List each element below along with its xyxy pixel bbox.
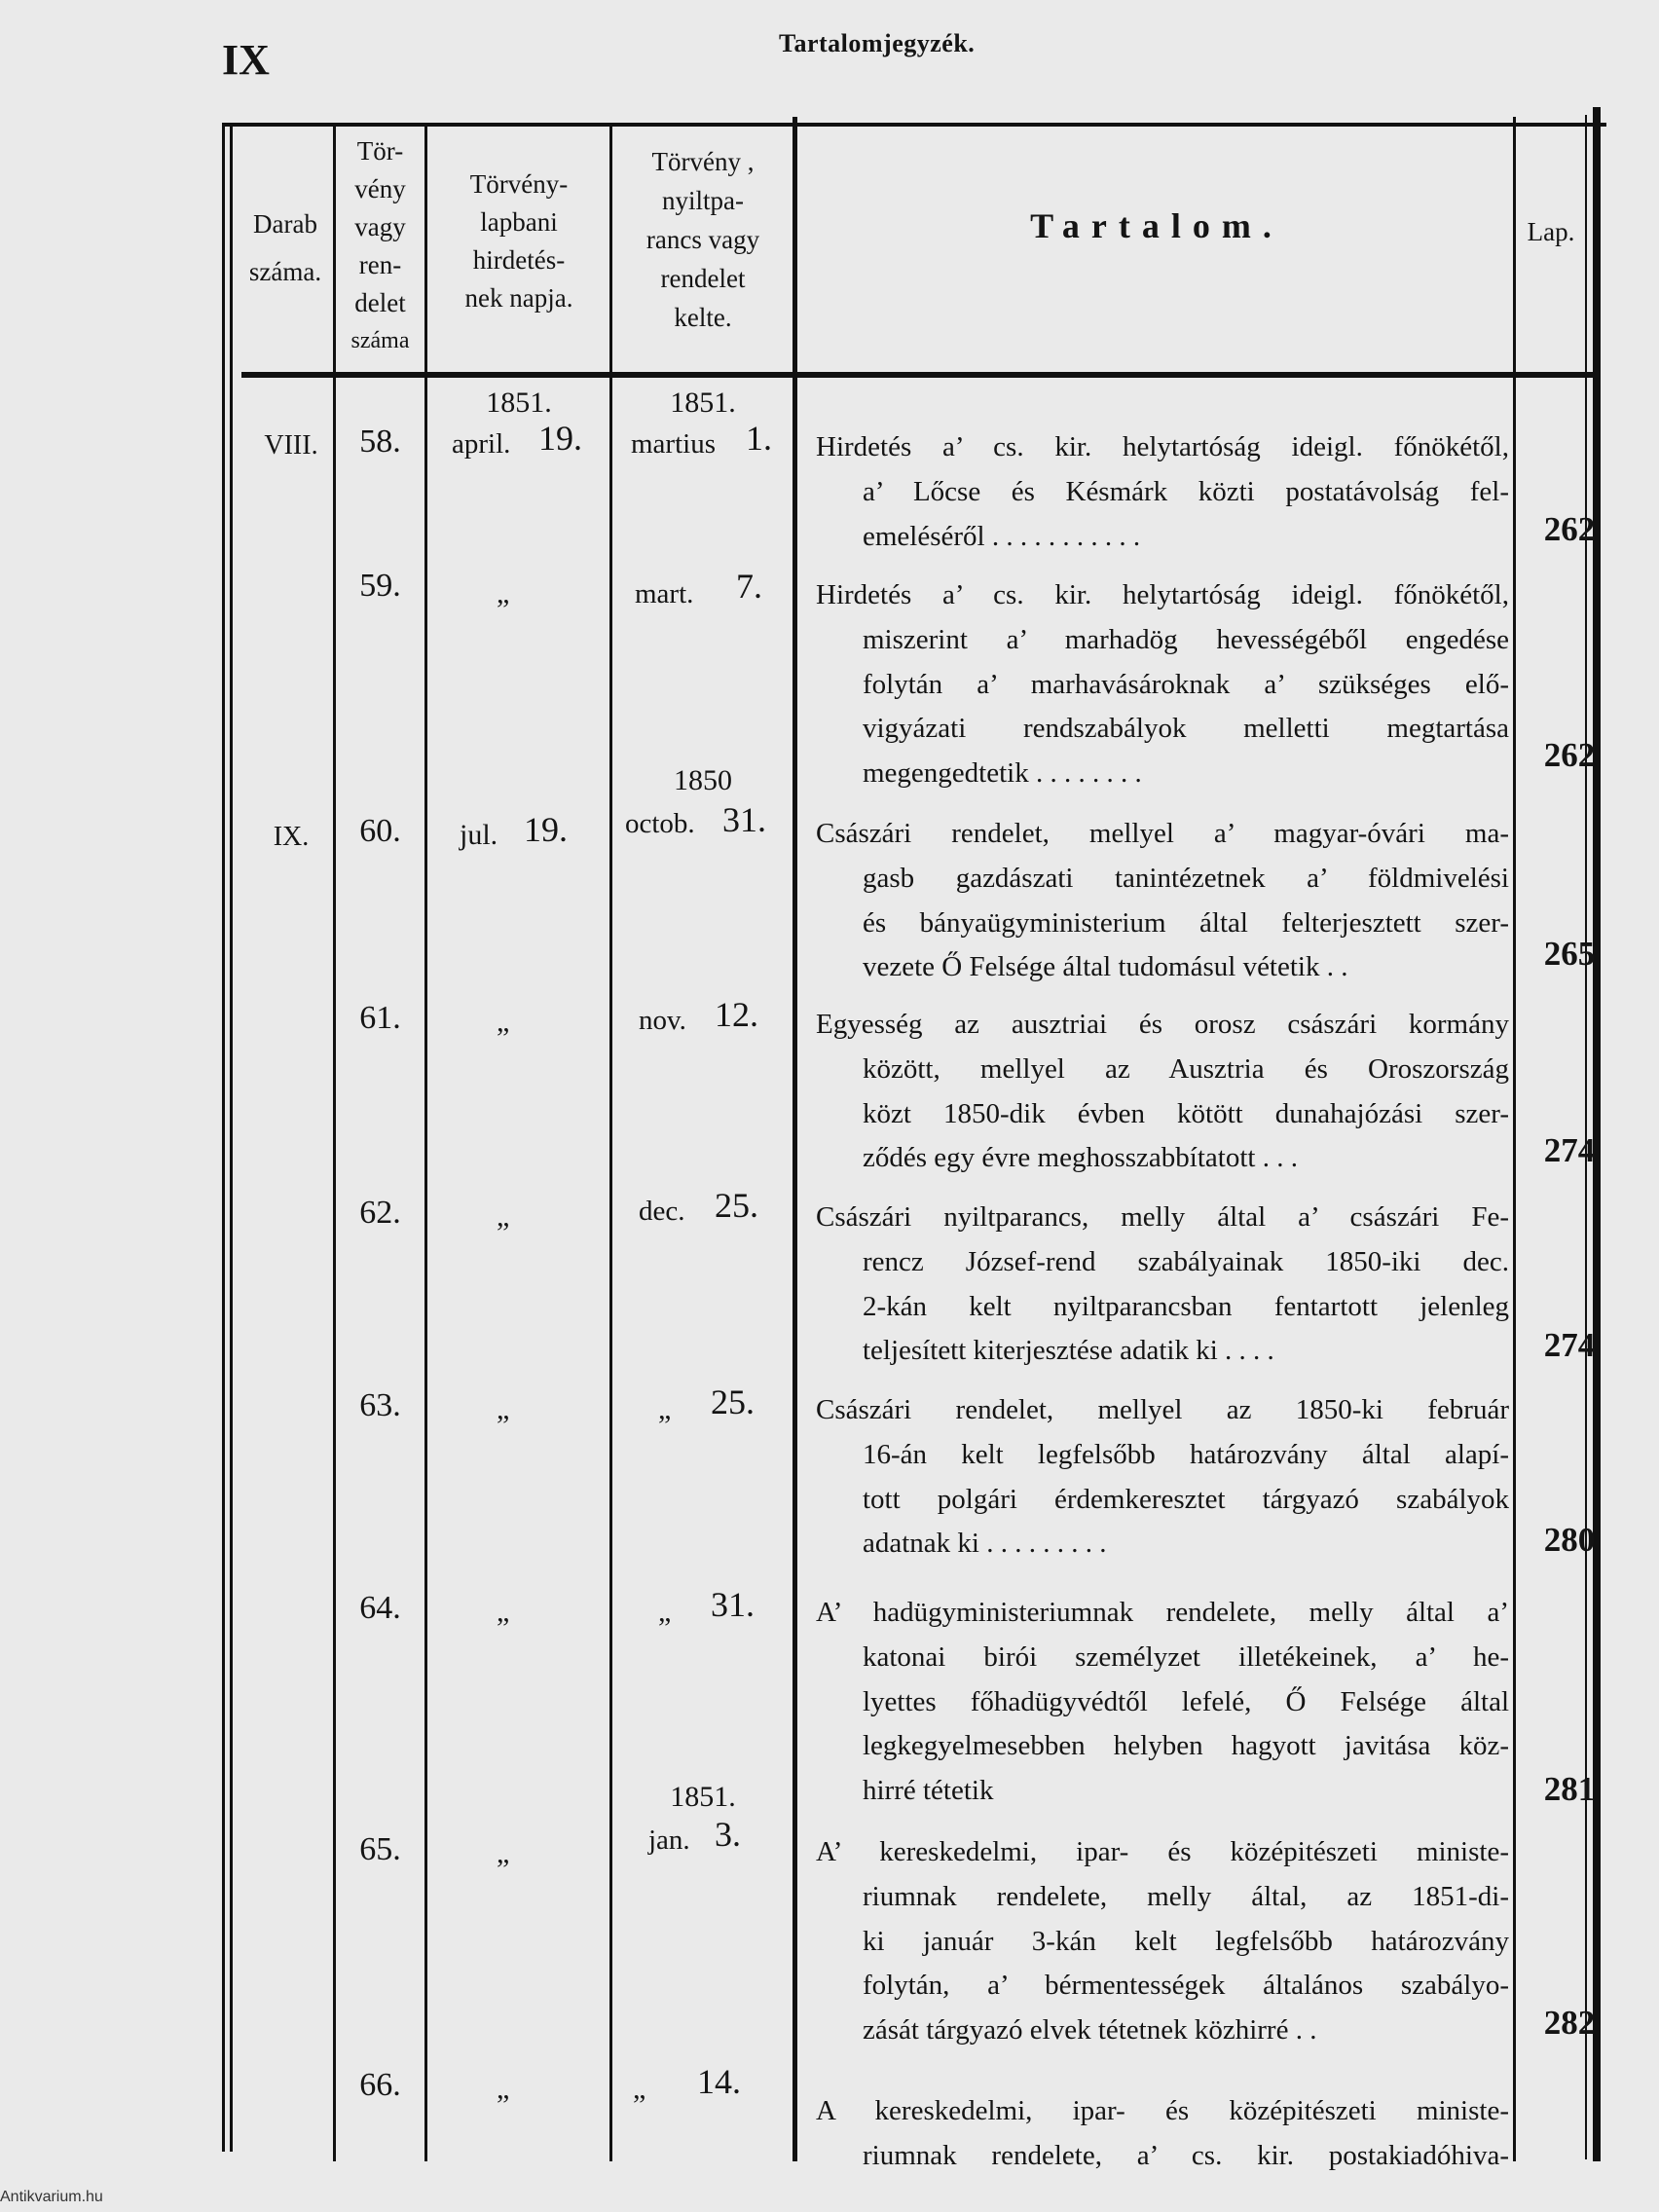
row-kelte-year: 1850: [674, 764, 732, 796]
row-darab: IX.: [273, 822, 310, 852]
header-hirdetes: [428, 166, 609, 317]
content-line: Hirdetés a’ cs. kir. helytartóság ideigl. főnökétől,: [816, 579, 1509, 610]
content-line: vezete Ő Felsége által tudomásul vétetik . .: [863, 951, 1348, 983]
content-line: tott polgári érdemkeresztet tárgyazó szabályok: [863, 1483, 1509, 1515]
header-darab-line: száma.: [248, 257, 322, 286]
row-lap: 262: [1543, 736, 1596, 774]
row-kelte-year: 1851.: [670, 387, 736, 419]
content-line: riumnak rendelete, melly által, az 1851-di-: [863, 1880, 1509, 1912]
row-lap: 281: [1543, 1770, 1596, 1808]
content-line: gasb gazdászati tanintézetnek a’ földmivelési: [863, 862, 1509, 894]
row-szam: 61.: [359, 1000, 401, 1036]
content-line: adatnak ki . . . . . . . . .: [863, 1528, 1107, 1560]
content-line: folytán, a’ bérmentességek általános szabályo-: [863, 1970, 1509, 2002]
content-line: teljesített kiterjesztése adatik ki . . . .: [863, 1335, 1274, 1367]
content-line: miszerint a’ marhadög hevességéből engedése: [863, 623, 1509, 655]
header-tartalom: Tartalom.: [1030, 206, 1283, 245]
row-hird-day: 19.: [538, 419, 582, 458]
content-line: Császári rendelet, mellyel a’ magyar-óvári ma-: [816, 818, 1509, 849]
header-kelte-line: rendelet: [660, 264, 746, 293]
content-line: zását tárgyazó elvek tétetnek közhirré . .: [863, 2014, 1317, 2046]
row-hird-month: jul.: [460, 819, 498, 851]
content-line: 16-án kelt legfelsőbb határozvány által alapí-: [863, 1438, 1509, 1470]
page-number: IX: [222, 36, 270, 84]
frame-left-rule: [222, 127, 225, 2152]
col-rule-2: [424, 127, 427, 2161]
header-szam-line: vény: [354, 174, 406, 203]
header-szam-line: delet: [354, 288, 406, 317]
content-line: A’ kereskedelmi, ipar- és középitészeti ministe-: [816, 1836, 1509, 1867]
row-content: [818, 2089, 1509, 2179]
header-rule: [241, 372, 1597, 378]
row-szam: 63.: [359, 1387, 401, 1423]
row-hird-day: 19.: [524, 810, 568, 849]
row-szam: 62.: [359, 1195, 401, 1231]
row-kelte-month: „: [658, 1596, 672, 1628]
row-content: [818, 573, 1509, 796]
row-lap: 274: [1543, 1326, 1596, 1364]
content-line: Császári rendelet, mellyel az 1850-ki február: [816, 1394, 1509, 1425]
row-kelte-month: martius: [631, 428, 716, 460]
row-kelte-day: 25.: [715, 1186, 758, 1225]
row-szam: 64.: [359, 1590, 401, 1626]
content-line: a’ Lőcse és Késmárk közti postatávolság fel-: [863, 475, 1509, 507]
header-hirdetes-line: lapbani: [480, 207, 558, 237]
row-content: [818, 425, 1509, 559]
header-szam: [336, 132, 424, 360]
row-hird-month: „: [497, 1837, 510, 1869]
row-kelte-month: dec.: [639, 1196, 685, 1227]
header-szam-line: ren-: [358, 250, 402, 279]
header-darab: [238, 206, 333, 290]
header-hirdetes-line: nek napja.: [464, 283, 573, 313]
header-kelte-line: nyiltpa-: [662, 186, 744, 215]
row-content: [818, 1830, 1509, 2053]
row-hird-month: „: [497, 2073, 510, 2105]
row-kelte-month: octob.: [625, 808, 695, 839]
row-hird-year: 1851.: [486, 387, 552, 419]
content-line: 2-kán kelt nyiltparancsban fentartott jelenleg: [863, 1290, 1509, 1322]
header-lap: Lap.: [1527, 217, 1575, 246]
frame-top-rule: [222, 123, 1606, 127]
row-lap: 280: [1543, 1521, 1596, 1559]
row-szam: 60.: [359, 813, 401, 849]
row-szam: 65.: [359, 1831, 401, 1867]
header-hirdetes-line: Törvény-: [469, 169, 569, 199]
col-rule-5: [1513, 117, 1516, 2161]
row-kelte-day: 7.: [736, 567, 762, 606]
row-darab: VIII.: [264, 430, 318, 461]
row-kelte-day: 25.: [711, 1382, 755, 1421]
content-line: legkegyelmesebben helyben hagyott javitása köz-: [863, 1730, 1509, 1762]
content-line: riumnak rendelete, a’ cs. kir. postakiadóhiva-: [863, 2139, 1509, 2171]
row-lap: 282: [1543, 2004, 1596, 2042]
header-kelte: [613, 142, 793, 337]
row-hird-month: april.: [452, 428, 511, 460]
row-kelte-month: mart.: [635, 578, 694, 609]
row-hird-month: „: [497, 1200, 510, 1233]
header-szam-line: Tör-: [356, 136, 404, 166]
header-kelte-line: kelte.: [674, 303, 732, 332]
running-head: Tartalomjegyzék.: [779, 29, 976, 57]
row-lap: 262: [1543, 510, 1596, 548]
header-szam-line: vagy: [354, 212, 406, 241]
row-kelte-month: nov.: [639, 1005, 686, 1036]
header-szam-line: száma: [350, 328, 410, 353]
content-line: közt 1850-dik évben kötött dunahajózási szer-: [863, 1097, 1509, 1129]
row-content: [818, 1003, 1509, 1181]
header-darab-line: Darab: [253, 209, 317, 239]
row-hird-month: „: [497, 1006, 510, 1038]
content-line: ződés egy évre meghosszabbítatott . . .: [863, 1142, 1298, 1174]
content-line: folytán a’ marhavásároknak a’ szükséges elő-: [863, 668, 1509, 700]
content-line: lyettes főhadügyvédtől lefelé, Ő Felsége által: [863, 1685, 1509, 1717]
header-hirdetes-line: hirdetés-: [472, 245, 566, 275]
content-line: hirré tétetik: [863, 1775, 994, 1807]
row-szam: 58.: [359, 424, 401, 460]
row-lap: 274: [1543, 1131, 1596, 1169]
content-line: vigyázati rendszabályok melletti megtartása: [863, 713, 1509, 745]
content-line: és bányaügyministerium által felterjesztett szer-: [863, 906, 1509, 939]
content-line: ki január 3-kán kelt legfelsőbb határozvány: [863, 1925, 1509, 1957]
row-content: [818, 1388, 1509, 1567]
content-line: emeléséről . . . . . . . . . . .: [863, 520, 1141, 552]
row-lap: 265: [1543, 935, 1596, 973]
frame-left-rule-inner: [230, 127, 233, 2152]
row-kelte-day: 12.: [715, 995, 758, 1034]
content-line: Császári nyiltparancs, melly által a’ császári Fe-: [816, 1201, 1509, 1233]
row-kelte-day: 31.: [711, 1585, 755, 1624]
header-kelte-line: Törvény ,: [651, 147, 755, 176]
row-kelte-day: 1.: [746, 419, 772, 458]
row-szam: 59.: [359, 568, 401, 604]
row-content: [818, 812, 1509, 990]
content-line: Egyesség az ausztriai és orosz császári kormány: [816, 1009, 1509, 1040]
row-content: [818, 1196, 1509, 1374]
row-kelte-day: 14.: [697, 2062, 741, 2101]
watermark: Antikvarium.hu: [0, 2189, 103, 2205]
row-kelte-day: 31.: [722, 800, 766, 839]
row-hird-month: „: [497, 1596, 510, 1628]
content-line: A’ hadügyministeriumnak rendelete, melly által a’: [816, 1597, 1509, 1628]
content-line: rencz József-rend szabályainak 1850-iki dec.: [863, 1245, 1509, 1277]
header-kelte-line: rancs vagy: [645, 225, 760, 254]
row-szam: 66.: [359, 2067, 401, 2103]
content-line: Hirdetés a’ cs. kir. helytartóság ideigl. főnökétől,: [816, 431, 1509, 462]
row-content: [818, 1591, 1509, 1814]
row-kelte-month: jan.: [648, 1825, 690, 1856]
col-rule-4b: [796, 117, 797, 2161]
row-hird-month: „: [497, 1393, 510, 1425]
content-line: A kereskedelmi, ipar- és középitészeti ministe-: [816, 2095, 1509, 2126]
col-rule-3: [609, 127, 612, 2161]
content-line: megengedtetik . . . . . . . .: [863, 757, 1142, 790]
row-kelte-year: 1851.: [670, 1781, 736, 1813]
content-line: katonai birói személyzet illetékeinek, a’ he-: [863, 1641, 1509, 1673]
row-kelte-month: „: [658, 1393, 672, 1425]
row-kelte-month: „: [633, 2073, 646, 2105]
content-line: között, mellyel az Ausztria és Oroszország: [863, 1052, 1509, 1085]
row-kelte-day: 3.: [715, 1815, 741, 1854]
row-hird-month: „: [497, 577, 510, 609]
